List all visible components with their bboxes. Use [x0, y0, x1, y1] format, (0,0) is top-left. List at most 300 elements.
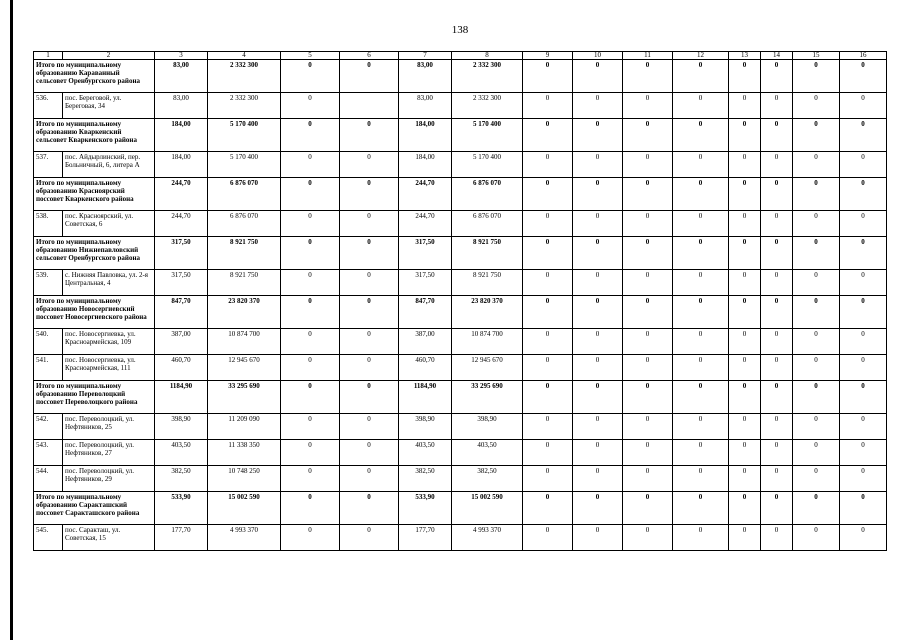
- value-cell: 0: [761, 440, 793, 466]
- value-cell: 0: [793, 355, 840, 381]
- value-cell: 0: [523, 492, 573, 525]
- value-cell: 0: [340, 270, 399, 296]
- value-cell: 8 921 750: [208, 270, 281, 296]
- value-cell: 33 295 690: [208, 381, 281, 414]
- value-cell: 0: [761, 178, 793, 211]
- value-cell: 83,00: [399, 93, 452, 119]
- value-cell: 0: [623, 440, 673, 466]
- value-cell: 0: [523, 237, 573, 270]
- column-number: 6: [340, 52, 399, 60]
- value-cell: 0: [340, 296, 399, 329]
- column-number: 3: [155, 52, 208, 60]
- value-cell: 0: [793, 492, 840, 525]
- value-cell: 403,50: [155, 440, 208, 466]
- row-number: 542.: [34, 414, 63, 440]
- value-cell: 6 876 070: [208, 178, 281, 211]
- value-cell: 0: [573, 381, 623, 414]
- address: пос. Новосергиевка, ул. Красноармейская, 109: [63, 329, 155, 355]
- value-cell: 0: [793, 440, 840, 466]
- row-number: 544.: [34, 466, 63, 492]
- value-cell: 11 338 350: [208, 440, 281, 466]
- value-cell: 0: [281, 211, 340, 237]
- column-number: 5: [281, 52, 340, 60]
- value-cell: 0: [281, 93, 340, 119]
- value-cell: 0: [523, 381, 573, 414]
- value-cell: 0: [840, 211, 887, 237]
- value-cell: 0: [281, 492, 340, 525]
- value-cell: 0: [340, 355, 399, 381]
- value-cell: 0: [623, 211, 673, 237]
- subtotal-row: [34, 178, 887, 211]
- address: пос. Переволоцкий, ул. Нефтяников, 29: [63, 466, 155, 492]
- value-cell: 184,00: [155, 152, 208, 178]
- value-cell: 0: [573, 178, 623, 211]
- value-cell: 0: [793, 525, 840, 551]
- value-cell: 0: [840, 414, 887, 440]
- value-cell: 0: [623, 296, 673, 329]
- value-cell: 0: [729, 355, 761, 381]
- value-cell: 0: [623, 466, 673, 492]
- value-cell: 0: [673, 440, 729, 466]
- value-cell: 0: [573, 60, 623, 93]
- value-cell: 0: [573, 93, 623, 119]
- value-cell: 0: [761, 270, 793, 296]
- value-cell: 1184,90: [155, 381, 208, 414]
- value-cell: 0: [761, 119, 793, 152]
- value-cell: 0: [729, 414, 761, 440]
- value-cell: 0: [340, 60, 399, 93]
- value-cell: 0: [573, 525, 623, 551]
- subtotal-label: Итого по муниципальному образованию Красноярский поссовет Кваркенского района: [34, 178, 155, 211]
- value-cell: 0: [623, 355, 673, 381]
- value-cell: 244,70: [399, 178, 452, 211]
- value-cell: 0: [523, 525, 573, 551]
- value-cell: 317,50: [399, 237, 452, 270]
- value-cell: 0: [340, 152, 399, 178]
- value-cell: 0: [623, 492, 673, 525]
- value-cell: 0: [793, 119, 840, 152]
- table-row: [34, 414, 887, 440]
- value-cell: 0: [623, 525, 673, 551]
- value-cell: 0: [793, 414, 840, 440]
- page-number: 138: [451, 24, 469, 36]
- value-cell: 0: [729, 440, 761, 466]
- housing-program-table: [33, 51, 887, 551]
- value-cell: 0: [793, 466, 840, 492]
- value-cell: 0: [573, 466, 623, 492]
- value-cell: 0: [281, 414, 340, 440]
- value-cell: 0: [281, 178, 340, 211]
- value-cell: 2 332 300: [452, 93, 523, 119]
- value-cell: 0: [840, 440, 887, 466]
- value-cell: 0: [523, 414, 573, 440]
- subtotal-label: Итого по муниципальному образованию Новосергиевский поссовет Новосергиевского района: [34, 296, 155, 329]
- value-cell: 0: [623, 270, 673, 296]
- value-cell: 0: [623, 237, 673, 270]
- value-cell: 0: [761, 329, 793, 355]
- value-cell: 0: [761, 60, 793, 93]
- value-cell: 398,90: [399, 414, 452, 440]
- value-cell: 0: [793, 178, 840, 211]
- address: пос. Новосергиевка, ул. Красноармейская, 111: [63, 355, 155, 381]
- value-cell: 387,00: [155, 329, 208, 355]
- value-cell: 0: [573, 329, 623, 355]
- value-cell: 0: [761, 525, 793, 551]
- value-cell: 0: [623, 178, 673, 211]
- value-cell: 0: [840, 381, 887, 414]
- subtotal-row: [34, 237, 887, 270]
- value-cell: 0: [623, 152, 673, 178]
- value-cell: 460,70: [399, 355, 452, 381]
- value-cell: 83,00: [399, 60, 452, 93]
- value-cell: 0: [340, 237, 399, 270]
- address: пос. Красноярский, ул. Советская, 6: [63, 211, 155, 237]
- value-cell: 460,70: [155, 355, 208, 381]
- value-cell: 0: [729, 381, 761, 414]
- value-cell: 0: [840, 93, 887, 119]
- value-cell: 0: [573, 270, 623, 296]
- value-cell: 244,70: [399, 211, 452, 237]
- value-cell: 0: [673, 355, 729, 381]
- column-number: 16: [840, 52, 887, 60]
- value-cell: 10 874 700: [208, 329, 281, 355]
- value-cell: 0: [761, 152, 793, 178]
- column-number: 11: [623, 52, 673, 60]
- value-cell: 177,70: [399, 525, 452, 551]
- value-cell: 6 876 070: [452, 178, 523, 211]
- value-cell: 5 170 400: [208, 119, 281, 152]
- column-number: 9: [523, 52, 573, 60]
- value-cell: 184,00: [155, 119, 208, 152]
- column-number: 10: [573, 52, 623, 60]
- table-row: [34, 93, 887, 119]
- value-cell: 0: [793, 211, 840, 237]
- subtotal-label: Итого по муниципальному образованию Кваркенский сельсовет Кваркенского района: [34, 119, 155, 152]
- value-cell: 5 170 400: [452, 119, 523, 152]
- value-cell: 382,50: [452, 466, 523, 492]
- value-cell: 0: [623, 381, 673, 414]
- value-cell: 0: [340, 414, 399, 440]
- value-cell: 0: [523, 93, 573, 119]
- column-number: 12: [673, 52, 729, 60]
- page-margin-bar: [10, 0, 13, 640]
- value-cell: 2 332 300: [452, 60, 523, 93]
- value-cell: 12 945 670: [452, 355, 523, 381]
- value-cell: 398,90: [452, 414, 523, 440]
- value-cell: [340, 93, 399, 119]
- value-cell: 244,70: [155, 178, 208, 211]
- row-number: 541.: [34, 355, 63, 381]
- value-cell: 0: [340, 178, 399, 211]
- value-cell: 2 332 300: [208, 60, 281, 93]
- value-cell: 0: [523, 296, 573, 329]
- value-cell: 6 876 070: [208, 211, 281, 237]
- value-cell: 0: [840, 270, 887, 296]
- table-row: [34, 355, 887, 381]
- value-cell: 382,50: [399, 466, 452, 492]
- value-cell: 0: [673, 381, 729, 414]
- value-cell: 0: [623, 329, 673, 355]
- value-cell: 0: [340, 381, 399, 414]
- value-cell: 184,00: [399, 119, 452, 152]
- value-cell: 8 921 750: [452, 270, 523, 296]
- value-cell: 8 921 750: [208, 237, 281, 270]
- value-cell: 0: [840, 525, 887, 551]
- row-number: 538.: [34, 211, 63, 237]
- row-number: 539.: [34, 270, 63, 296]
- value-cell: 0: [729, 237, 761, 270]
- value-cell: 0: [673, 270, 729, 296]
- value-cell: 10 748 250: [208, 466, 281, 492]
- column-number: 14: [761, 52, 793, 60]
- value-cell: 0: [673, 237, 729, 270]
- table-row: [34, 270, 887, 296]
- value-cell: 83,00: [155, 60, 208, 93]
- value-cell: 0: [729, 93, 761, 119]
- value-cell: 0: [281, 296, 340, 329]
- value-cell: 0: [793, 237, 840, 270]
- value-cell: 177,70: [155, 525, 208, 551]
- value-cell: 5 170 400: [452, 152, 523, 178]
- column-number-row: [34, 52, 887, 60]
- value-cell: 8 921 750: [452, 237, 523, 270]
- row-number: 545.: [34, 525, 63, 551]
- address: пос. Айдырлинский, пер. Больничный, 6, литера А: [63, 152, 155, 178]
- value-cell: 184,00: [399, 152, 452, 178]
- value-cell: 847,70: [399, 296, 452, 329]
- value-cell: 0: [673, 466, 729, 492]
- value-cell: 0: [523, 152, 573, 178]
- value-cell: 0: [573, 414, 623, 440]
- value-cell: 0: [793, 329, 840, 355]
- value-cell: 0: [729, 60, 761, 93]
- value-cell: 533,90: [155, 492, 208, 525]
- value-cell: 4 993 370: [208, 525, 281, 551]
- value-cell: 317,50: [155, 237, 208, 270]
- value-cell: 0: [673, 329, 729, 355]
- value-cell: 0: [729, 211, 761, 237]
- value-cell: 0: [340, 440, 399, 466]
- column-number: 8: [452, 52, 523, 60]
- value-cell: 0: [281, 152, 340, 178]
- value-cell: 1184,90: [399, 381, 452, 414]
- table-row: [34, 466, 887, 492]
- value-cell: 0: [729, 329, 761, 355]
- value-cell: 382,50: [155, 466, 208, 492]
- value-cell: 0: [761, 414, 793, 440]
- value-cell: 0: [729, 178, 761, 211]
- value-cell: 15 002 590: [452, 492, 523, 525]
- value-cell: 0: [573, 355, 623, 381]
- value-cell: 0: [281, 440, 340, 466]
- value-cell: 0: [673, 60, 729, 93]
- value-cell: 11 209 090: [208, 414, 281, 440]
- value-cell: 0: [840, 152, 887, 178]
- table-row: [34, 525, 887, 551]
- value-cell: 0: [840, 296, 887, 329]
- value-cell: 2 332 300: [208, 93, 281, 119]
- value-cell: 0: [281, 466, 340, 492]
- value-cell: 403,50: [452, 440, 523, 466]
- value-cell: 5 170 400: [208, 152, 281, 178]
- value-cell: 0: [623, 119, 673, 152]
- value-cell: 0: [761, 381, 793, 414]
- row-number: 543.: [34, 440, 63, 466]
- value-cell: 0: [840, 60, 887, 93]
- value-cell: 0: [523, 355, 573, 381]
- value-cell: 387,00: [399, 329, 452, 355]
- value-cell: 403,50: [399, 440, 452, 466]
- value-cell: 0: [340, 211, 399, 237]
- value-cell: 0: [281, 525, 340, 551]
- row-number: 536.: [34, 93, 63, 119]
- value-cell: 0: [623, 60, 673, 93]
- value-cell: 0: [523, 270, 573, 296]
- subtotal-row: [34, 492, 887, 525]
- value-cell: 0: [573, 119, 623, 152]
- value-cell: 0: [673, 492, 729, 525]
- address: пос. Саракташ, ул. Советская, 15: [63, 525, 155, 551]
- value-cell: 244,70: [155, 211, 208, 237]
- value-cell: 0: [840, 178, 887, 211]
- value-cell: 0: [340, 492, 399, 525]
- table-row: [34, 329, 887, 355]
- value-cell: 0: [281, 237, 340, 270]
- row-number: 537.: [34, 152, 63, 178]
- column-number: 1: [34, 52, 63, 60]
- value-cell: 33 295 690: [452, 381, 523, 414]
- value-cell: 4 993 370: [452, 525, 523, 551]
- value-cell: 0: [729, 466, 761, 492]
- value-cell: 847,70: [155, 296, 208, 329]
- value-cell: 0: [523, 178, 573, 211]
- address: пос. Переволоцкий, ул. Нефтяников, 27: [63, 440, 155, 466]
- value-cell: 0: [729, 492, 761, 525]
- value-cell: 0: [761, 355, 793, 381]
- value-cell: 0: [761, 211, 793, 237]
- value-cell: 0: [793, 93, 840, 119]
- value-cell: 0: [761, 237, 793, 270]
- value-cell: 0: [793, 381, 840, 414]
- value-cell: 0: [840, 355, 887, 381]
- value-cell: 398,90: [155, 414, 208, 440]
- value-cell: 0: [340, 329, 399, 355]
- value-cell: 0: [761, 93, 793, 119]
- value-cell: 0: [793, 270, 840, 296]
- value-cell: 0: [673, 178, 729, 211]
- value-cell: 0: [573, 440, 623, 466]
- value-cell: 0: [573, 296, 623, 329]
- value-cell: 0: [840, 237, 887, 270]
- value-cell: 317,50: [155, 270, 208, 296]
- value-cell: 0: [840, 119, 887, 152]
- value-cell: 0: [729, 119, 761, 152]
- value-cell: 0: [281, 270, 340, 296]
- subtotal-label: Итого по муниципальному образованию Караванный сельсовет Оренбургского района: [34, 60, 155, 93]
- value-cell: 0: [761, 492, 793, 525]
- column-number: 15: [793, 52, 840, 60]
- value-cell: 0: [523, 211, 573, 237]
- value-cell: 0: [729, 270, 761, 296]
- value-cell: 0: [281, 355, 340, 381]
- table-row: [34, 152, 887, 178]
- value-cell: 0: [573, 152, 623, 178]
- value-cell: 317,50: [399, 270, 452, 296]
- value-cell: 0: [523, 440, 573, 466]
- value-cell: 0: [761, 466, 793, 492]
- value-cell: 0: [281, 381, 340, 414]
- value-cell: 0: [793, 152, 840, 178]
- value-cell: 10 874 700: [452, 329, 523, 355]
- value-cell: 0: [673, 152, 729, 178]
- value-cell: 0: [623, 414, 673, 440]
- address: пос. Береговой, ул. Береговая, 34: [63, 93, 155, 119]
- value-cell: 0: [573, 211, 623, 237]
- subtotal-row: [34, 60, 887, 93]
- value-cell: 0: [840, 492, 887, 525]
- column-number: 13: [729, 52, 761, 60]
- table-row: [34, 211, 887, 237]
- value-cell: 0: [573, 492, 623, 525]
- value-cell: 0: [573, 237, 623, 270]
- address: пос. Переволоцкий, ул. Нефтяников, 25: [63, 414, 155, 440]
- value-cell: 6 876 070: [452, 211, 523, 237]
- subtotal-row: [34, 296, 887, 329]
- value-cell: 0: [840, 466, 887, 492]
- value-cell: 0: [793, 60, 840, 93]
- value-cell: 23 820 370: [208, 296, 281, 329]
- address: с. Нижняя Павловка, ул. 2-я Центральная, 4: [63, 270, 155, 296]
- subtotal-label: Итого по муниципальному образованию Нижнепавловский сельсовет Оренбургского района: [34, 237, 155, 270]
- subtotal-row: [34, 119, 887, 152]
- subtotal-label: Итого по муниципальному образованию Переволоцкий поссовет Переволоцкого района: [34, 381, 155, 414]
- value-cell: 0: [673, 93, 729, 119]
- value-cell: 533,90: [399, 492, 452, 525]
- value-cell: 15 002 590: [208, 492, 281, 525]
- value-cell: 0: [673, 414, 729, 440]
- value-cell: 0: [729, 525, 761, 551]
- value-cell: 0: [673, 296, 729, 329]
- value-cell: 0: [729, 296, 761, 329]
- subtotal-label: Итого по муниципальному образованию Саракташский поссовет Саракташского района: [34, 492, 155, 525]
- value-cell: 23 820 370: [452, 296, 523, 329]
- value-cell: 12 945 670: [208, 355, 281, 381]
- value-cell: 0: [623, 93, 673, 119]
- value-cell: 0: [761, 296, 793, 329]
- value-cell: 0: [340, 466, 399, 492]
- value-cell: 83,00: [155, 93, 208, 119]
- value-cell: 0: [340, 119, 399, 152]
- value-cell: 0: [340, 525, 399, 551]
- value-cell: 0: [673, 525, 729, 551]
- table-row: [34, 440, 887, 466]
- column-number: 4: [208, 52, 281, 60]
- subtotal-row: [34, 381, 887, 414]
- value-cell: 0: [673, 211, 729, 237]
- value-cell: 0: [523, 60, 573, 93]
- value-cell: 0: [281, 329, 340, 355]
- value-cell: 0: [281, 119, 340, 152]
- column-number: 7: [399, 52, 452, 60]
- value-cell: 0: [793, 296, 840, 329]
- value-cell: 0: [523, 119, 573, 152]
- row-number: 540.: [34, 329, 63, 355]
- column-number: 2: [63, 52, 155, 60]
- value-cell: 0: [840, 329, 887, 355]
- value-cell: 0: [523, 329, 573, 355]
- value-cell: 0: [673, 119, 729, 152]
- value-cell: 0: [281, 60, 340, 93]
